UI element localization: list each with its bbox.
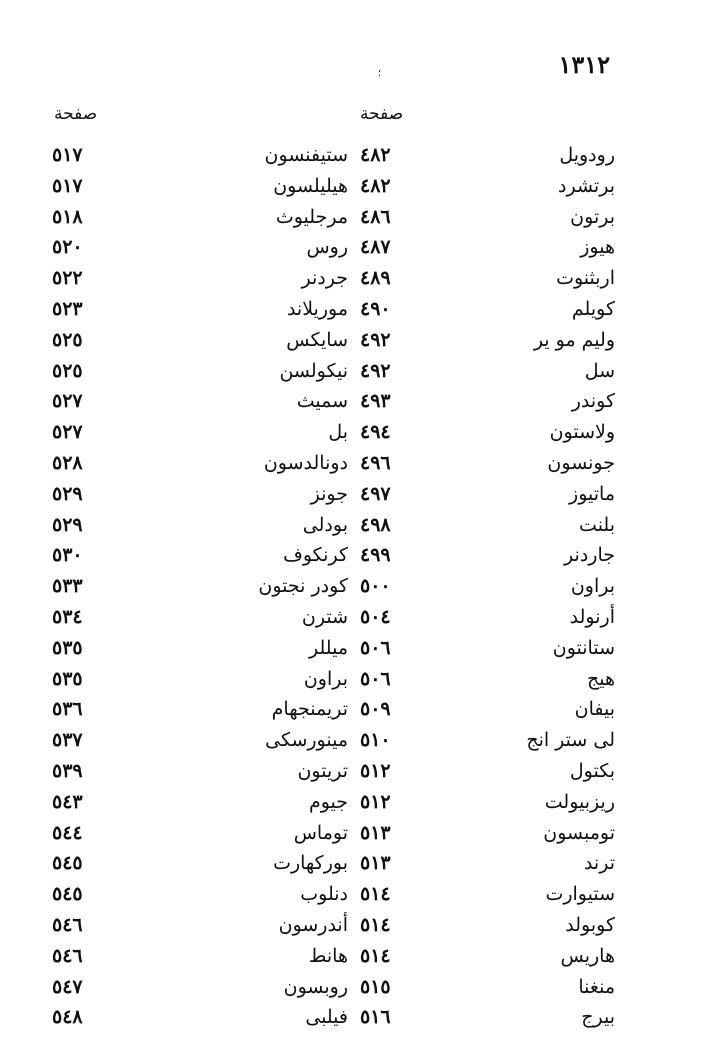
index-entry — [355, 171, 615, 202]
entry-page-number: ٥١٨ — [52, 205, 83, 228]
index-entry — [355, 540, 615, 571]
entry-page-number: ٥١٢ — [360, 759, 391, 782]
entry-name: موريلاند — [286, 297, 348, 320]
entry-page-number: ٥٢٢ — [52, 267, 83, 290]
index-entry — [48, 325, 348, 356]
entry-page-number: ٥٤٦ — [52, 944, 83, 967]
entry-name: جونسون — [547, 451, 615, 474]
entry-page-number: ٥٣٣ — [52, 575, 83, 598]
index-entry — [355, 664, 615, 695]
entry-page-number: ٤٨٩ — [360, 267, 391, 290]
entry-page-number: ٥٣٩ — [52, 759, 83, 782]
index-entry — [355, 386, 615, 417]
index-entry — [355, 232, 615, 263]
index-entry — [355, 417, 615, 448]
index-entry — [355, 725, 615, 756]
entry-name: كودر نجتون — [258, 575, 348, 598]
entry-name: وليم مو ير — [533, 328, 615, 351]
index-entry — [355, 202, 615, 233]
entry-name: بلنت — [579, 513, 615, 536]
index-entry — [355, 910, 615, 941]
entry-name: روس — [306, 236, 348, 259]
entry-name: بيفان — [574, 698, 615, 721]
index-entry — [48, 232, 348, 263]
entry-page-number: ٤٩٢ — [360, 328, 391, 351]
entry-name: شترن — [301, 605, 348, 628]
entry-page-number: ٥٠٩ — [360, 698, 391, 721]
entry-name: ولاستون — [549, 421, 615, 444]
index-entry — [48, 417, 348, 448]
index-entry — [355, 479, 615, 510]
index-entry — [48, 294, 348, 325]
index-entry — [355, 818, 615, 849]
entry-page-number: ٤٩٣ — [360, 390, 391, 413]
entry-page-number: ٥٣٤ — [52, 605, 83, 628]
entry-name: جردنر — [301, 267, 348, 290]
page-column-header-left: صفحة — [54, 104, 98, 124]
entry-name: بوركهارت — [273, 852, 348, 875]
index-entry — [48, 479, 348, 510]
entry-name: هيوز — [580, 236, 615, 259]
entry-name: جاردنر — [564, 544, 615, 567]
index-column-left — [48, 140, 348, 1033]
index-entry — [48, 356, 348, 387]
index-entry — [48, 448, 348, 479]
entry-name: هانط — [308, 944, 348, 967]
entry-name: توماس — [293, 821, 348, 844]
index-entry — [355, 448, 615, 479]
entry-name: مرجليوث — [275, 205, 348, 228]
entry-page-number: ٥٤٦ — [52, 913, 83, 936]
entry-page-number: ٥١٧ — [52, 174, 83, 197]
entry-name: ستانتون — [552, 636, 615, 659]
entry-page-number: ٥٤٤ — [52, 821, 83, 844]
entry-page-number: ٥٢٥ — [52, 328, 83, 351]
entry-page-number: ٥١٧ — [52, 144, 83, 166]
index-entry — [355, 140, 615, 171]
index-entry — [48, 972, 348, 1003]
index-entry — [48, 602, 348, 633]
entry-page-number: ٥٢٨ — [52, 451, 83, 474]
entry-name: دنلوب — [300, 883, 348, 906]
index-entry — [355, 941, 615, 972]
index-entry — [355, 294, 615, 325]
entry-name: لى ستر انج — [526, 729, 615, 752]
index-entry — [355, 263, 615, 294]
entry-name: سايكس — [286, 328, 348, 351]
index-entry — [355, 787, 615, 818]
index-entry — [48, 510, 348, 541]
entry-page-number: ٤٩٧ — [360, 482, 391, 505]
entry-name: كوندر — [571, 390, 615, 413]
index-entry — [355, 571, 615, 602]
index-entry — [355, 356, 615, 387]
entry-name: كوبولد — [565, 913, 615, 936]
entry-name: بيرج — [581, 1006, 615, 1029]
entry-name: براون — [303, 667, 348, 690]
entry-name: برتون — [570, 205, 615, 228]
index-entry — [48, 1002, 348, 1033]
entry-page-number: ٥٢٥ — [52, 359, 83, 382]
index-entry — [48, 263, 348, 294]
entry-page-number: ٥١٤ — [360, 913, 391, 936]
entry-page-number: ٥٢٩ — [52, 482, 83, 505]
index-entry — [355, 510, 615, 541]
entry-name: ستيوارت — [545, 883, 615, 906]
entry-page-number: ٤٩٢ — [360, 359, 391, 382]
entry-page-number: ٥١٣ — [360, 852, 391, 875]
entry-page-number: ٥١٢ — [360, 790, 391, 813]
entry-page-number: ٥١٤ — [360, 883, 391, 906]
entry-page-number: ٤٩٩ — [360, 544, 391, 567]
index-entry — [48, 540, 348, 571]
entry-page-number: ٤٩٨ — [360, 513, 391, 536]
entry-page-number: ٥٣٧ — [52, 729, 83, 752]
index-entry — [355, 879, 615, 910]
entry-name: كرنكوف — [283, 544, 348, 567]
entry-name: ميللر — [309, 636, 348, 659]
entry-page-number: ٤٩٤ — [360, 421, 391, 444]
entry-name: سل — [584, 359, 615, 382]
entry-name: هيليلسون — [273, 174, 348, 197]
entry-name: تريمنجهام — [271, 698, 348, 721]
entry-page-number: ٤٩٦ — [360, 451, 391, 474]
index-entry — [48, 910, 348, 941]
entry-name: سميث — [296, 390, 348, 413]
index-entry — [355, 325, 615, 356]
entry-name: نيكولسن — [279, 359, 348, 382]
index-entry — [48, 848, 348, 879]
entry-name: ستيفنسون — [264, 144, 348, 166]
entry-page-number: ٤٨٧ — [360, 236, 391, 259]
index-entry — [355, 633, 615, 664]
entry-name: بكتول — [569, 759, 615, 782]
entry-page-number: ٥٣٥ — [52, 667, 83, 690]
page-number: ١٣١٢ — [558, 50, 610, 79]
entry-name: ماتيوز — [569, 482, 615, 505]
index-entry — [48, 941, 348, 972]
entry-page-number: ٤٨٢ — [360, 144, 391, 166]
entry-name: جونز — [310, 482, 348, 505]
entry-name: أرنولد — [569, 605, 615, 628]
index-entry — [355, 694, 615, 725]
entry-page-number: ٤٩٠ — [360, 297, 391, 320]
entry-name: تريتون — [297, 759, 348, 782]
index-entry — [48, 140, 348, 171]
entry-page-number: ٥٤٥ — [52, 883, 83, 906]
entry-name: براون — [570, 575, 615, 598]
entry-page-number: ٥٣٥ — [52, 636, 83, 659]
entry-page-number: ٥٢٩ — [52, 513, 83, 536]
entry-name: ترند — [583, 852, 615, 875]
index-entry — [48, 694, 348, 725]
entry-page-number: ٥٤٣ — [52, 790, 83, 813]
index-entry — [48, 633, 348, 664]
entry-name: مينورسكى — [265, 729, 348, 752]
index-entry — [48, 818, 348, 849]
ink-mark: ؛ — [378, 68, 382, 79]
entry-name: تومبسون — [543, 821, 615, 844]
entry-name: هاريس — [560, 944, 615, 967]
entry-page-number: ٥٤٥ — [52, 852, 83, 875]
entry-name: بل — [328, 421, 348, 444]
entry-page-number: ٥٤٧ — [52, 975, 83, 998]
entry-page-number: ٥٤٨ — [52, 1006, 83, 1029]
entry-name: دونالدسون — [263, 451, 348, 474]
entry-page-number: ٥١٥ — [360, 975, 391, 998]
entry-name: منغنا — [578, 975, 615, 998]
index-entry — [355, 1002, 615, 1033]
entry-page-number: ٥٠٦ — [360, 636, 391, 659]
entry-page-number: ٤٨٢ — [360, 174, 391, 197]
entry-page-number: ٥٣٠ — [52, 544, 83, 567]
index-entry — [355, 972, 615, 1003]
entry-page-number: ٥٢٣ — [52, 297, 83, 320]
entry-page-number: ٥٢٠ — [52, 236, 83, 259]
index-entry — [48, 386, 348, 417]
index-entry — [48, 787, 348, 818]
entry-name: هيج — [586, 667, 615, 690]
entry-page-number: ٤٨٦ — [360, 205, 391, 228]
index-entry — [355, 848, 615, 879]
entry-name: جيوم — [308, 790, 348, 813]
index-entry — [48, 202, 348, 233]
index-entry — [48, 725, 348, 756]
entry-name: روبسون — [283, 975, 348, 998]
index-entry — [48, 756, 348, 787]
index-column-right — [355, 140, 615, 1033]
entry-name: كويلم — [571, 297, 615, 320]
entry-name: اربثنوت — [556, 267, 615, 290]
entry-page-number: ٥١٣ — [360, 821, 391, 844]
index-entry — [48, 571, 348, 602]
entry-page-number: ٥٢٧ — [52, 390, 83, 413]
page-column-header-right: صفحة — [360, 104, 404, 124]
entry-name: برتشرد — [558, 174, 615, 197]
index-entry — [48, 171, 348, 202]
entry-name: فيلبى — [305, 1006, 348, 1029]
entry-page-number: ٥١٤ — [360, 944, 391, 967]
index-entry — [355, 756, 615, 787]
entry-page-number: ٥٢٧ — [52, 421, 83, 444]
entry-page-number: ٥٠٤ — [360, 605, 391, 628]
entry-name: بودلى — [302, 513, 348, 536]
entry-page-number: ٥٠٠ — [360, 575, 391, 598]
entry-page-number: ٥٣٦ — [52, 698, 83, 721]
index-entry — [355, 602, 615, 633]
entry-page-number: ٥١٦ — [360, 1006, 391, 1029]
entry-page-number: ٥١٠ — [360, 729, 391, 752]
index-entry — [48, 664, 348, 695]
entry-name: ريزبيولت — [544, 790, 615, 813]
entry-name: أندرسون — [278, 913, 348, 936]
entry-page-number: ٥٠٦ — [360, 667, 391, 690]
entry-name: رودويل — [559, 144, 615, 166]
index-entry — [48, 879, 348, 910]
